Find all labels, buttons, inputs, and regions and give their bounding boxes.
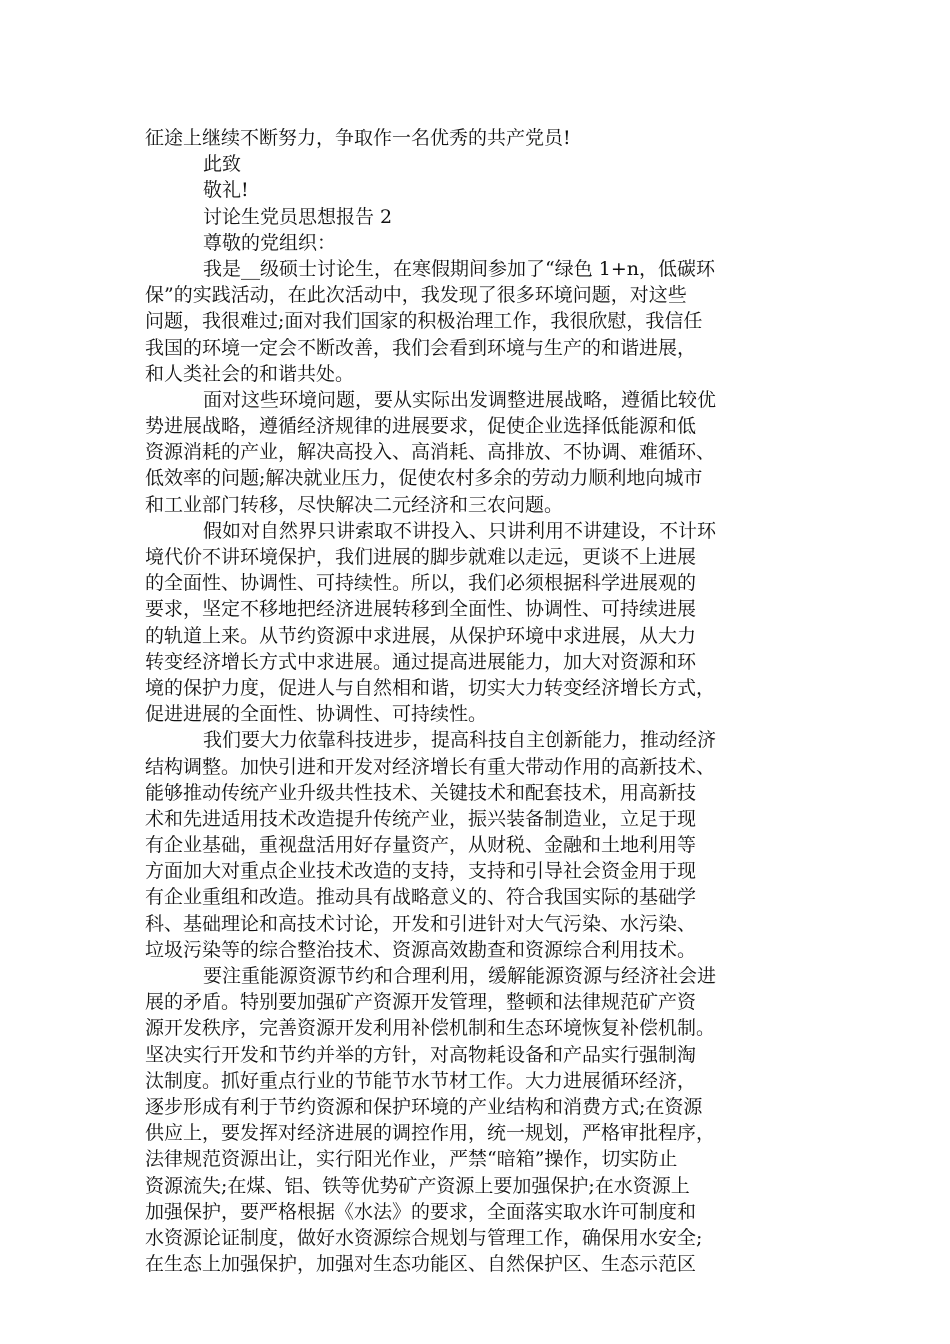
text-line: 要注重能源资源节约和合理利用，缓解能源资源与经济社会进	[203, 965, 717, 987]
text-line: 讨论生党员思想报告 2	[203, 205, 393, 228]
text-line: 展的矛盾。特别要加强矿产资源开发管理，整顿和法律规范矿产资	[145, 991, 697, 1014]
text-line: 汰制度。抓好重点行业的节能节水节材工作。大力进展循环经济，	[145, 1069, 697, 1092]
text-line: 有企业基础，重视盘活用好存量资产，从财税、金融和土地利用等	[145, 834, 697, 857]
text-line: 转变经济增长方式中求进展。通过提高进展能力，加大对资源和环	[145, 650, 697, 673]
text-line: 方面加大对重点企业技术改造的支持，支持和引导社会资金用于现	[145, 860, 697, 883]
text-line: 促进进展的全面性、协调性、可持续性。	[145, 703, 488, 726]
text-line: 问题，我很难过;面对我们国家的积极治理工作，我很欣慰，我信任	[145, 310, 703, 333]
document-page	[145, 125, 810, 1277]
text-line: 征途上继续不断努力，争取作一名优秀的共产党员!	[145, 127, 571, 149]
text-line: 供应上，要发挥对经济进展的调控作用，统一规划，严格审批程序，	[145, 1122, 716, 1145]
text-line: 势进展战略，遵循经济规律的进展要求，促使企业选择低能源和低	[145, 415, 697, 438]
text-line: 资源消耗的产业，解决高投入、高消耗、高排放、不协调、难循环、	[145, 441, 716, 464]
text-line: 和工业部门转移，尽快解决二元经济和三农问题。	[145, 493, 564, 516]
text-line: 有企业重组和改造。推动具有战略意义的、符合我国实际的基础学	[145, 886, 697, 909]
text-line: 敬礼!	[203, 179, 249, 202]
text-line: 面对这些环境问题，要从实际出发调整进展战略，遵循比较优	[203, 388, 717, 411]
text-line: 科、基础理论和高技术讨论，开发和引进针对大气污染、水污染、	[145, 912, 697, 935]
text-line: 要求，坚定不移地把经济进展转移到全面性、协调性、可持续进展	[145, 598, 697, 621]
text-line: 境的保护力度，促进人与自然相和谐，切实大力转变经济增长方式，	[145, 676, 716, 699]
text-line: 逐步形成有利于节约资源和保护环境的产业结构和消费方式;在资源	[145, 1095, 703, 1118]
text-line: 我是__级硕士讨论生，在寒假期间参加了“绿色 1+n，低碳环	[203, 257, 715, 280]
text-line: 结构调整。加快引进和开发对经济增长有重大带动作用的高新技术、	[145, 755, 716, 778]
text-line: 境代价不讲环境保护，我们进展的脚步就难以走远，更谈不上进展	[145, 546, 697, 568]
text-line: 坚决实行开发和节约并举的方针，对高物耗设备和产品实行强制淘	[145, 1043, 697, 1066]
text-line: 假如对自然界只讲索取不讲投入、只讲利用不讲建设，不计环	[203, 519, 717, 542]
text-line: 术和先进适用技术改造提升传统产业，振兴装备制造业，立足于现	[145, 807, 697, 830]
text-line: 的轨道上来。从节约资源中求进展，从保护环境中求进展，从大力	[145, 624, 697, 647]
text-line: 我国的环境一定会不断改善，我们会看到环境与生产的和谐进展，	[145, 336, 697, 359]
text-line: 保”的实践活动，在此次活动中，我发现了很多环境问题，对这些	[145, 284, 687, 307]
text-line: 资源流失;在煤、铝、铁等优势矿产资源上要加强保护;在水资源上	[145, 1174, 690, 1197]
text-line: 在生态上加强保护，加强对生态功能区、自然保护区、生态示范区	[145, 1253, 697, 1276]
text-line: 源开发秩序，完善资源开发利用补偿机制和生态环境恢复补偿机制。	[145, 1017, 716, 1040]
text-line: 低效率的问题;解决就业压力，促使农村多余的劳动力顺利地向城市	[145, 467, 703, 490]
text-line: 尊敬的党组织：	[203, 231, 337, 254]
text-line: 垃圾污染等的综合整治技术、资源高效勘查和资源综合利用技术。	[145, 938, 697, 961]
text-line: 和人类社会的和谐共处。	[145, 362, 355, 385]
text-line: 此致	[203, 153, 242, 176]
text-line: 能够推动传统产业升级共性技术、关键技术和配套技术，用高新技	[145, 781, 697, 804]
text-line: 加强保护，要严格根据《水法》的要求，全面落实取水许可制度和	[145, 1200, 697, 1223]
text-line: 的全面性、协调性、可持续性。所以，我们必须根据科学进展观的	[145, 572, 697, 595]
text-line: 水资源论证制度，做好水资源综合规划与管理工作，确保用水安全;	[145, 1226, 703, 1249]
text-line: 法律规范资源出让，实行阳光作业，严禁“暗箱”操作，切实防止	[145, 1148, 678, 1171]
text-line: 我们要大力依靠科技进步，提高科技自主创新能力，推动经济	[203, 729, 717, 752]
